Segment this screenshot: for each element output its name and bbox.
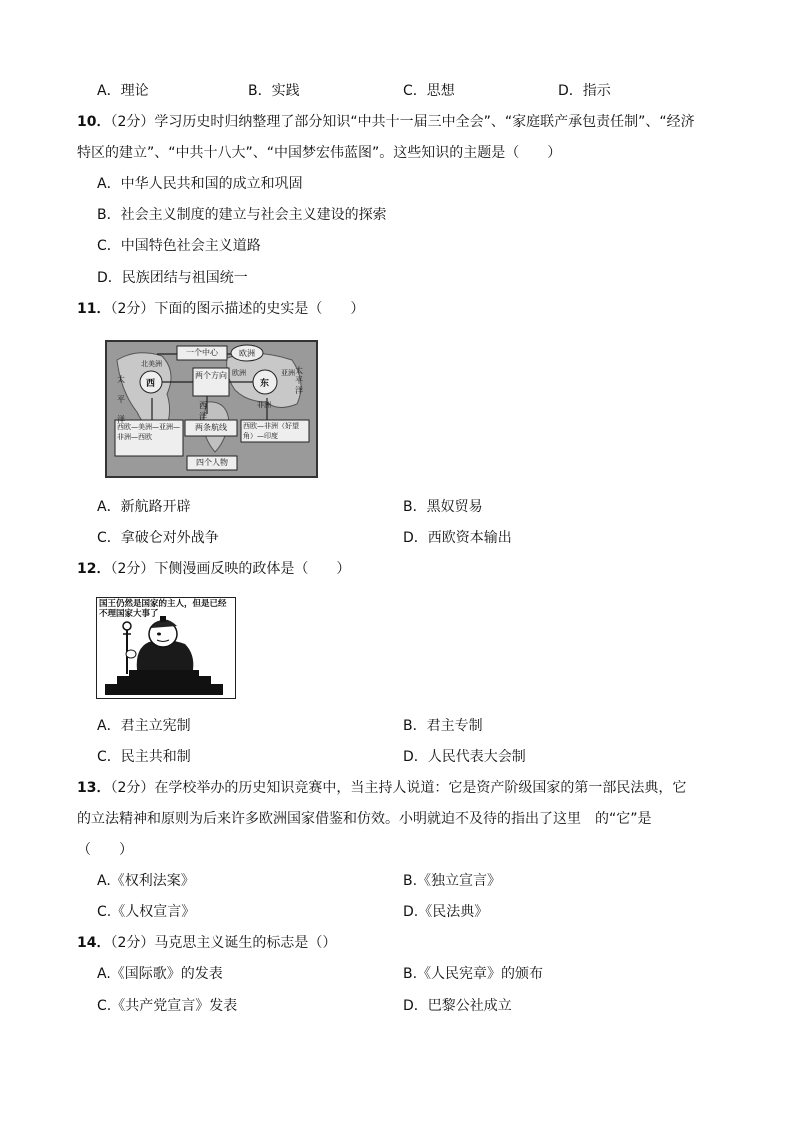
q13-option-b: B.《独立宣言》 xyxy=(403,873,502,889)
q13-option-c: C.《人权宣言》 xyxy=(97,904,196,920)
q13-stem-line1 xyxy=(77,778,686,798)
diagram-left-box: 西欧—美洲—亚洲—非洲—西欧 xyxy=(117,423,180,441)
q14-text: （2分）马克思主义诞生的标志是（） xyxy=(110,935,337,951)
diagram-pacific-right: 太平洋 xyxy=(295,366,303,395)
q10-option-a: A．中华人民共和国的成立和巩固 xyxy=(97,176,303,192)
q12-option-b: B．君主专制 xyxy=(403,718,483,734)
q14-option-b: B.《人民宪章》的颁布 xyxy=(403,966,544,982)
q12-text: （2分）下侧漫画反映的政体是（ ） xyxy=(110,561,351,577)
new-route-diagram-image xyxy=(105,340,318,478)
q9-option-d: D．指示 xyxy=(558,83,611,99)
q10-text-1: （2分）学习历史时归纳整理了部分知识“中共十一届三中全会”、“家庭联产承包责任制”、“经济 xyxy=(110,114,695,130)
q14-stem xyxy=(77,933,336,953)
diagram-top-center: 一个中心 xyxy=(186,348,218,357)
diagram-two-directions: 两个方向 xyxy=(195,371,227,380)
diagram-ocean-mid: 西洋 xyxy=(199,401,207,421)
q13-stem-line3: （ ） xyxy=(77,842,133,858)
q11-stem xyxy=(77,299,364,319)
q10-stem-line2: 特区的建立”、“中共十八大”、“中国梦宏伟蓝图”。这些知识的主题是（ ） xyxy=(77,145,562,161)
q11-option-b: B．黑奴贸易 xyxy=(403,499,483,515)
q10-option-b: B．社会主义制度的建立与社会主义建设的探索 xyxy=(97,207,387,223)
q10-stem-line1 xyxy=(77,112,695,132)
q11-number: 11． xyxy=(77,301,111,317)
q11-text: （2分）下面的图示描述的史实是（ ） xyxy=(110,301,365,317)
q14-option-d: D．巴黎公社成立 xyxy=(403,998,512,1014)
q13-option-d: D.《民法典》 xyxy=(403,904,489,920)
q9-option-c: C．思想 xyxy=(403,83,455,99)
q10-option-d: D．民族团结与祖国统一 xyxy=(97,270,248,286)
cartoon-caption: 国王仍然是国家的主人，但是已经不理国家大事了 xyxy=(99,599,227,619)
diagram-bottom-box: 四个人物 xyxy=(196,458,228,467)
q12-number: 12． xyxy=(77,561,111,577)
diagram-east: 东 xyxy=(260,379,270,389)
diagram-africa: 非洲 xyxy=(257,401,271,409)
q11-option-a: A．新航路开辟 xyxy=(97,499,191,515)
q14-option-a: A.《国际歌》的发表 xyxy=(97,966,223,982)
q14-option-c: C.《共产党宣言》发表 xyxy=(97,998,238,1014)
q12-stem xyxy=(77,559,350,579)
q9-option-a: A．理论 xyxy=(97,83,149,99)
q11-option-c: C．拿破仑对外战争 xyxy=(97,530,219,546)
diagram-west: 西 xyxy=(146,379,156,389)
diagram-center-box: 两条航线 xyxy=(195,423,227,432)
diagram-asia: 亚洲 xyxy=(281,369,295,377)
q12-option-d: D．人民代表大会制 xyxy=(403,749,526,765)
diagram-europe-2: 欧洲 xyxy=(232,369,246,377)
q13-stem-line2: 的立法精神和原则为后来许多欧洲国家借鉴和仿效。小明就迫不及待的指出了这里 的“它”是 xyxy=(77,811,652,827)
diagram-europe: 欧洲 xyxy=(239,349,255,358)
q12-option-a: A．君主立宪制 xyxy=(97,718,191,734)
q10-number: 10． xyxy=(77,114,111,130)
q13-option-a: A.《权利法案》 xyxy=(97,873,195,889)
diagram-pacific-left: 太平洋 xyxy=(117,375,125,424)
king-cartoon-image xyxy=(96,597,236,699)
q10-option-c: C．中国特色社会主义道路 xyxy=(97,238,261,254)
q12-option-c: C．民主共和制 xyxy=(97,749,191,765)
q14-number: 14． xyxy=(77,935,111,951)
diagram-right-box: 西欧—非洲（好望角）—印度 xyxy=(243,422,299,440)
q9-option-b: B．实践 xyxy=(248,83,300,99)
diagram-north-america: 北美洲 xyxy=(141,360,162,368)
q11-option-d: D．西欧资本输出 xyxy=(403,530,512,546)
q13-text-1: （2分）在学校举办的历史知识竞赛中，当主持人说道：它是资产阶级国家的第一部民法典，它 xyxy=(110,780,687,796)
q13-number: 13． xyxy=(77,780,111,796)
